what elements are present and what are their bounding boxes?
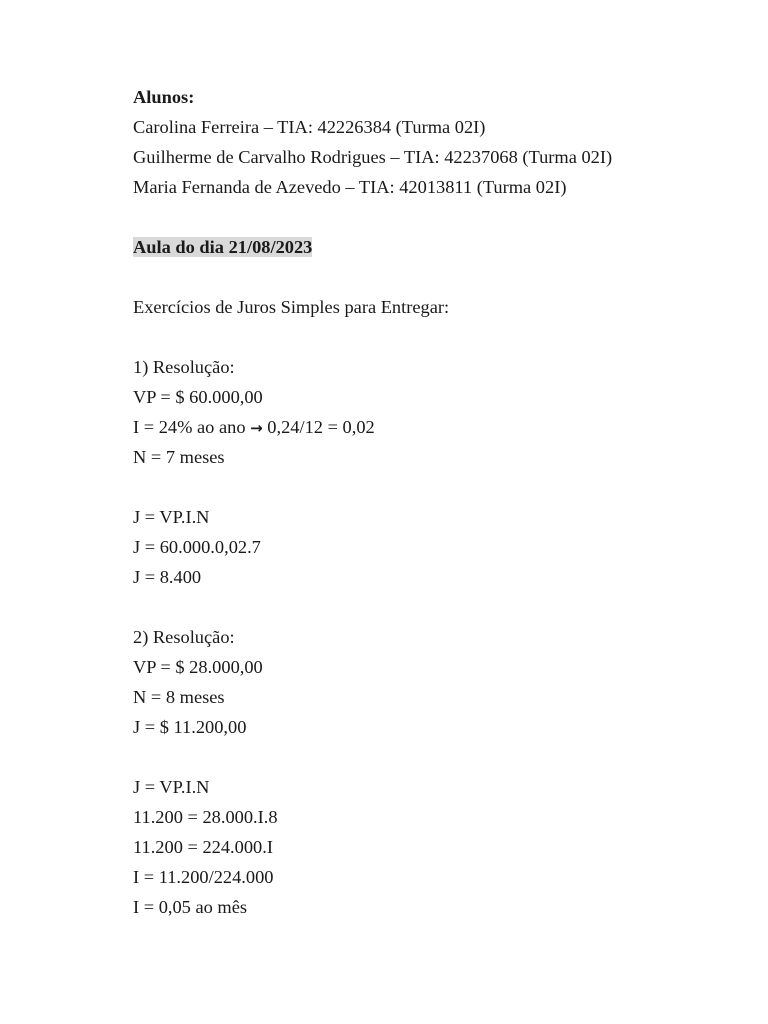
exercise2-step: I = 11.200/224.000 <box>133 867 274 887</box>
exercise1-step: J = 8.400 <box>133 567 202 587</box>
spacer <box>133 742 733 772</box>
student-name: Maria Fernanda de Azevedo – TIA: 42013811 (Turma 02I) <box>133 177 567 197</box>
exercise2-step: I = 0,05 ao mês <box>133 897 248 917</box>
assignment-title: Exercícios de Juros Simples para Entregar: <box>133 297 450 317</box>
spacer <box>133 472 733 502</box>
spacer <box>133 202 733 232</box>
exercise2-step: 11.200 = 28.000.I.8 <box>133 807 278 827</box>
exercise1-vp: VP = $ 60.000,00 <box>133 387 263 407</box>
exercise2-given: N = 8 meses <box>133 687 225 707</box>
students-heading: Alunos: <box>133 87 195 107</box>
class-date: Aula do dia 21/08/2023 <box>133 237 313 257</box>
exercise1-step: J = 60.000.0,02.7 <box>133 537 261 557</box>
spacer <box>133 262 733 292</box>
spacer <box>133 592 733 622</box>
document-page <box>133 82 733 922</box>
exercise2-title: 2) Resolução: <box>133 627 235 647</box>
right-arrow-icon: → <box>250 419 263 437</box>
exercise1-rate-monthly: 0,24/12 = 0,02 <box>262 417 375 437</box>
exercise2-given: J = $ 11.200,00 <box>133 717 247 737</box>
exercise1-rate-annual: I = 24% ao ano <box>133 417 251 437</box>
exercise1-step: J = VP.I.N <box>133 507 210 527</box>
exercise2-step: 11.200 = 224.000.I <box>133 837 273 857</box>
student-name: Guilherme de Carvalho Rodrigues – TIA: 42237068 (Turma 02I) <box>133 147 613 167</box>
exercise2-given: VP = $ 28.000,00 <box>133 657 263 677</box>
exercise2-step: J = VP.I.N <box>133 777 210 797</box>
student-name: Carolina Ferreira – TIA: 42226384 (Turma 02I) <box>133 117 486 137</box>
spacer <box>133 322 733 352</box>
exercise1-title: 1) Resolução: <box>133 357 235 377</box>
exercise1-rate <box>133 412 733 442</box>
exercise1-n: N = 7 meses <box>133 447 225 467</box>
class-date-line <box>133 232 733 262</box>
